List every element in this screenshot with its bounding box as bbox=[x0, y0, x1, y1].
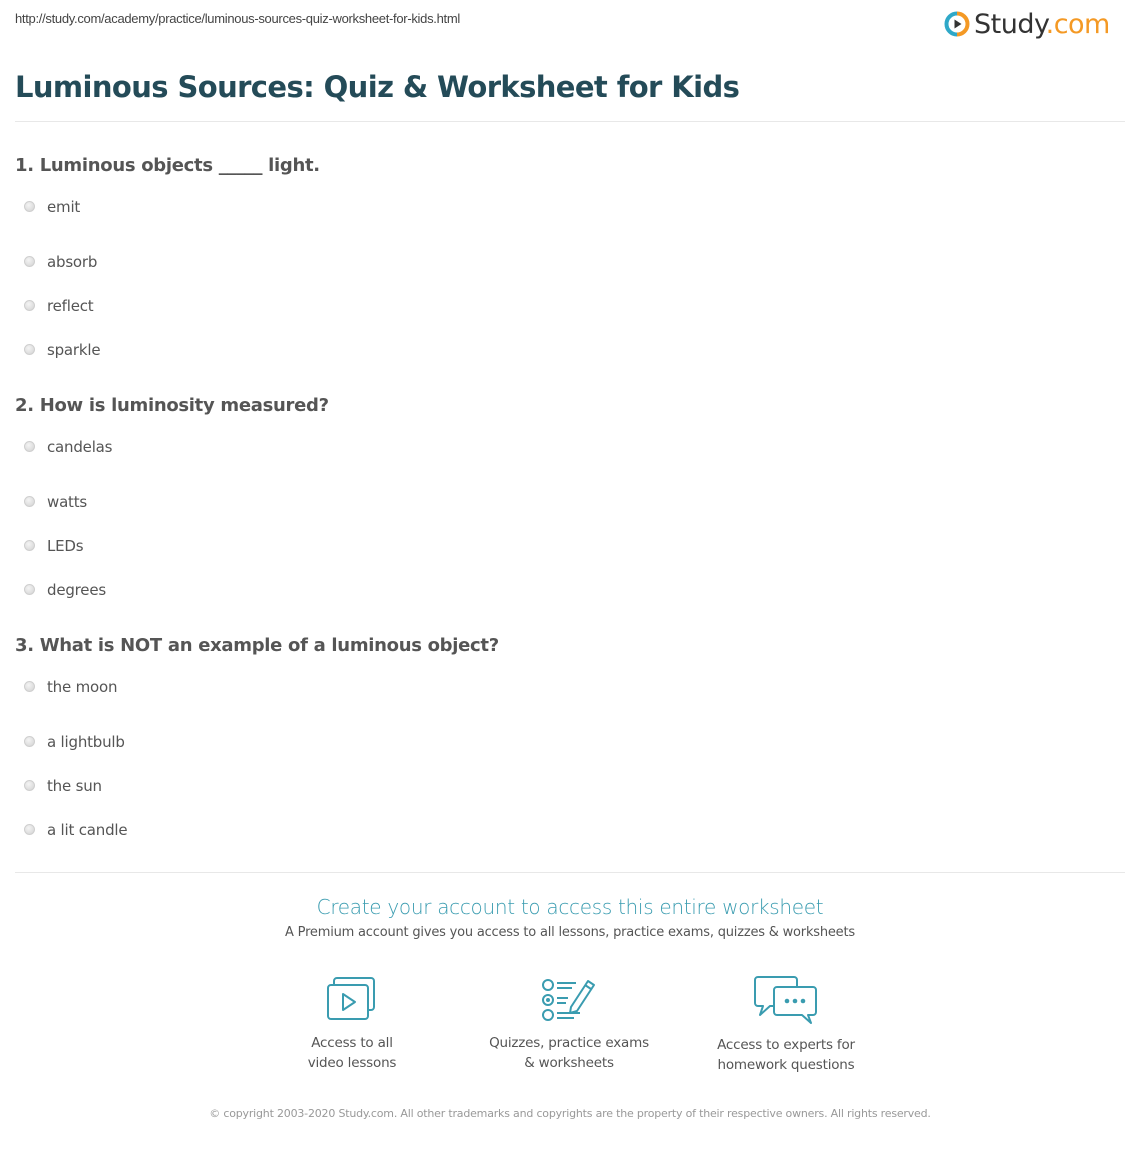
answer-option[interactable] bbox=[15, 284, 320, 328]
feature-label: Access to all video lessons bbox=[307, 1035, 397, 1071]
radio-button[interactable] bbox=[24, 344, 35, 355]
radio-button[interactable] bbox=[24, 256, 35, 267]
video-lessons-icon bbox=[326, 975, 378, 1023]
option-label: watts bbox=[47, 493, 88, 511]
radio-button[interactable] bbox=[24, 441, 35, 452]
question-1 bbox=[15, 154, 320, 372]
answer-option[interactable] bbox=[15, 196, 320, 218]
radio-button[interactable] bbox=[24, 681, 35, 692]
copyright-notice: © copyright 2003-2020 Study.com. All other trademarks and copyrights are the property of their respective owners. All rights reserved. bbox=[209, 1107, 931, 1120]
study-logo[interactable] bbox=[944, 7, 1110, 41]
feature-quizzes bbox=[469, 975, 669, 1073]
radio-button[interactable] bbox=[24, 824, 35, 835]
option-label: degrees bbox=[47, 581, 106, 599]
feature-label: Quizzes, practice exams & worksheets bbox=[489, 1035, 649, 1071]
question-2 bbox=[15, 394, 329, 612]
question-text: 2. How is luminosity measured? bbox=[15, 395, 329, 416]
option-label: sparkle bbox=[47, 341, 101, 359]
answer-option[interactable] bbox=[15, 808, 499, 852]
radio-button[interactable] bbox=[24, 540, 35, 551]
answer-option[interactable] bbox=[15, 720, 499, 764]
option-label: LEDs bbox=[47, 537, 84, 555]
question-3 bbox=[15, 634, 499, 852]
answer-option[interactable] bbox=[15, 524, 329, 568]
answer-option[interactable] bbox=[15, 480, 329, 524]
option-label: reflect bbox=[47, 297, 94, 315]
answer-option[interactable] bbox=[15, 328, 320, 372]
option-label: a lightbulb bbox=[47, 733, 125, 751]
feature-experts bbox=[686, 975, 886, 1075]
answer-options bbox=[15, 436, 329, 612]
answer-option[interactable] bbox=[15, 436, 329, 458]
answer-option[interactable] bbox=[15, 764, 499, 808]
answer-options bbox=[15, 196, 320, 372]
option-label: absorb bbox=[47, 253, 98, 271]
option-label: the moon bbox=[47, 678, 118, 696]
answer-option[interactable] bbox=[15, 676, 499, 698]
quiz-checklist-icon bbox=[540, 975, 598, 1023]
answer-options bbox=[15, 676, 499, 852]
page-title: Luminous Sources: Quiz & Worksheet for Kids bbox=[15, 70, 740, 104]
section-divider bbox=[15, 872, 1125, 873]
option-label: candelas bbox=[47, 438, 113, 456]
title-divider bbox=[15, 121, 1125, 122]
option-label: the sun bbox=[47, 777, 102, 795]
radio-button[interactable] bbox=[24, 584, 35, 595]
answer-option[interactable] bbox=[15, 240, 320, 284]
answer-option[interactable] bbox=[15, 568, 329, 612]
question-text: 1. Luminous objects _____ light. bbox=[15, 155, 320, 176]
feature-label: Access to experts for homework questions bbox=[717, 1037, 855, 1073]
option-label: emit bbox=[47, 198, 81, 216]
create-account-link[interactable]: Create your account to access this entire worksheet bbox=[316, 895, 824, 919]
page-url: http://study.com/academy/practice/luminous-sources-quiz-worksheet-for-kids.html bbox=[15, 11, 460, 26]
logo-text: Study.com bbox=[974, 8, 1110, 40]
radio-button[interactable] bbox=[24, 300, 35, 311]
radio-button[interactable] bbox=[24, 496, 35, 507]
premium-description: A Premium account gives you access to all lessons, practice exams, quizzes & worksheets bbox=[285, 925, 855, 940]
radio-button[interactable] bbox=[24, 780, 35, 791]
question-text: 3. What is NOT an example of a luminous object? bbox=[15, 635, 499, 656]
radio-button[interactable] bbox=[24, 736, 35, 747]
play-circle-logo-icon bbox=[944, 11, 970, 37]
chat-bubbles-icon bbox=[754, 975, 818, 1025]
feature-video-lessons bbox=[252, 975, 452, 1073]
option-label: a lit candle bbox=[47, 821, 128, 839]
radio-button[interactable] bbox=[24, 201, 35, 212]
